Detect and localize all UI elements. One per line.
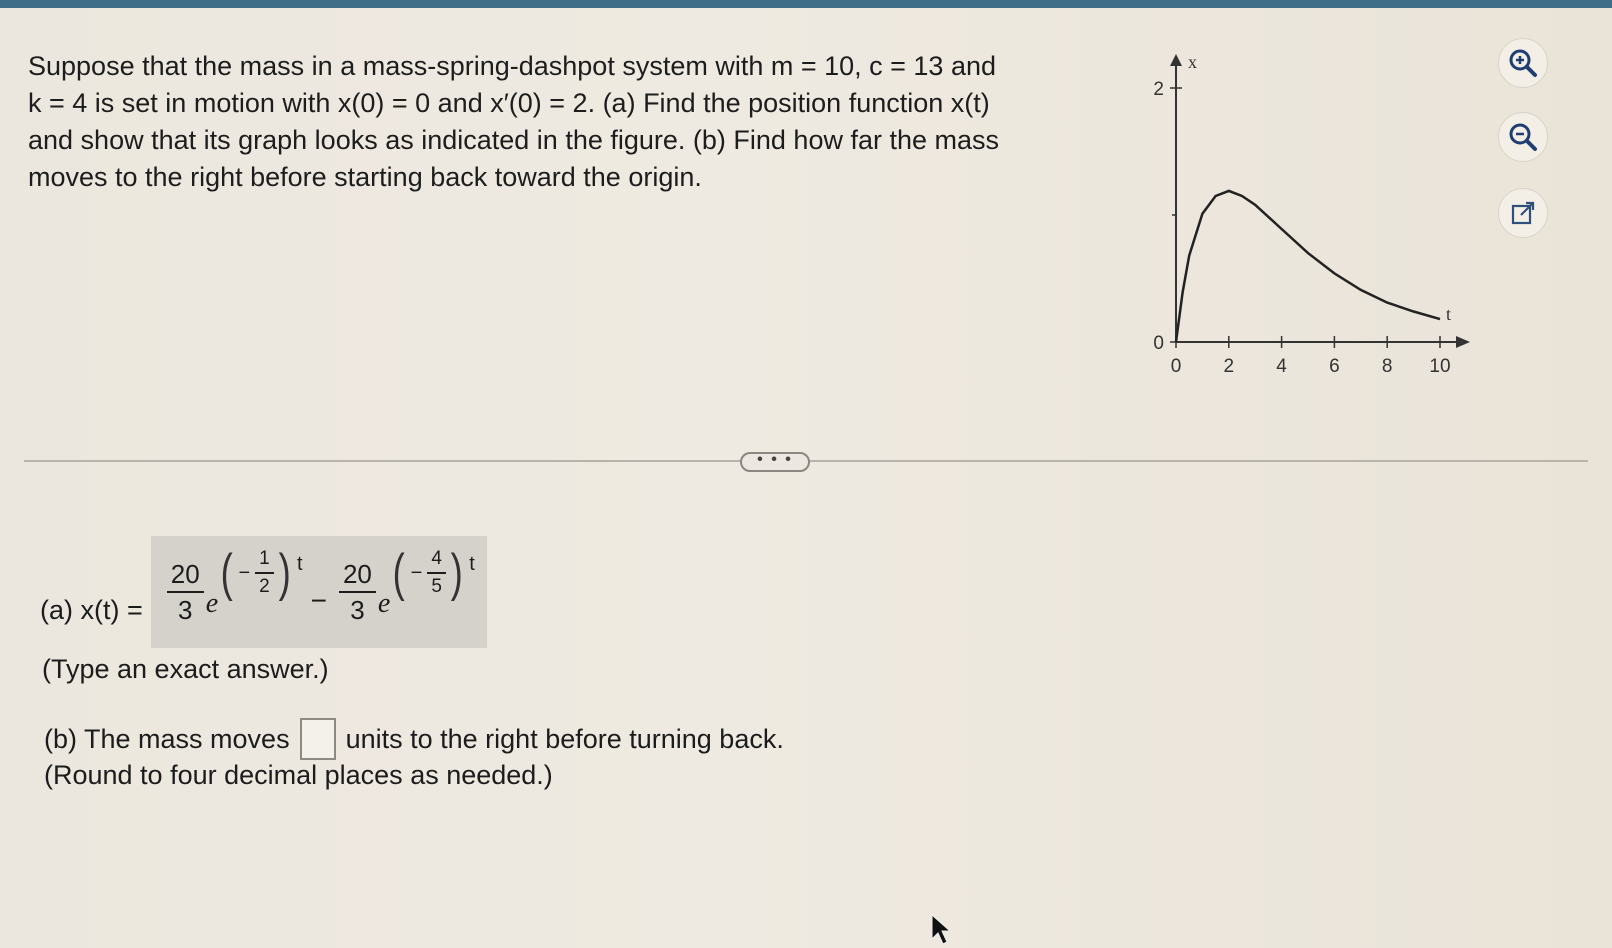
expand-more-button[interactable]: • • • [740,452,810,472]
question-text [28,48,1088,196]
graph-svg [1140,48,1500,388]
x-tick-label: 2 [1223,356,1235,377]
coefficient-2 [339,559,376,625]
position-graph [1140,48,1500,388]
exponent-1-sign: − [238,561,251,584]
part-b-prefix: (b) The mass moves [44,723,290,754]
exponent-2-denominator: 5 [431,576,442,597]
close-paren-1: ) [278,544,291,602]
y-tick-label: 0 [1153,333,1164,354]
mouse-cursor-icon [930,913,954,947]
x-axis-letter: t [1446,304,1452,324]
coefficient-2-denominator: 3 [350,595,365,625]
x-tick-label: 10 [1429,356,1451,377]
exponent-1-t: t [297,552,303,575]
coefficient-2-numerator: 20 [339,559,376,593]
y-axis-letter: x [1188,52,1197,72]
operator-minus: − [310,585,327,616]
zoom-out-icon [1505,119,1541,155]
exponent-2-numerator: 4 [427,548,446,574]
e-symbol-1: e [205,588,219,619]
question-line-3: and show that its graph looks as indicated in the figure. (b) Find how far the mass [28,125,1000,155]
question-line-1: Suppose that the mass in a mass-spring-dashpot system with m = 10, c = 13 and [28,51,996,81]
open-external-icon [1505,195,1541,231]
exponent-1-fraction [255,548,274,598]
part-b-hint: (Round to four decimal places as needed.) [44,760,553,790]
part-a-answer-field[interactable] [151,536,487,648]
coefficient-1-denominator: 3 [177,595,193,625]
part-b-input[interactable] [300,718,336,760]
x-tick-label: 6 [1329,356,1340,377]
coefficient-1 [167,559,204,625]
part-a-label: (a) x(t) = [40,594,143,625]
problem-page [0,8,1612,948]
y-tick-label: 2 [1153,79,1164,100]
x-tick-label: 4 [1276,356,1287,377]
exponent-1-denominator: 2 [259,576,270,597]
exponent-2 [390,544,475,602]
exponent-2-fraction [427,548,446,598]
zoom-out-button[interactable] [1498,112,1548,162]
x-axis-arrow [1456,336,1470,348]
part-a-hint: (Type an exact answer.) [42,654,329,684]
exponent-2-t: t [469,552,475,575]
close-paren-2: ) [450,544,463,602]
y-axis-arrow [1170,54,1182,66]
part-b-suffix: units to the right before turning back. [345,723,784,754]
open-paren-2: ( [392,544,406,602]
top-bar [0,0,1612,8]
zoom-in-button[interactable] [1498,38,1548,88]
open-external-button[interactable] [1498,188,1548,238]
position-curve [1176,191,1440,342]
zoom-in-icon [1505,45,1541,81]
exponent-2-sign: − [410,561,423,584]
exponent-1-numerator: 1 [255,548,274,574]
question-line-2: k = 4 is set in motion with x(0) = 0 and x′(0) = 2. (a) Find the position function x(t) [28,88,990,118]
e-symbol-2: e [377,588,391,619]
x-tick-label: 0 [1170,356,1182,377]
coefficient-1-numerator: 20 [167,559,204,593]
part-a-answer [40,536,487,648]
exponent-1 [218,544,303,602]
part-b-answer [44,718,784,760]
question-line-4: moves to the right before starting back toward the origin. [28,162,702,192]
x-tick-label: 8 [1381,356,1393,377]
open-paren-1: ( [220,544,233,602]
